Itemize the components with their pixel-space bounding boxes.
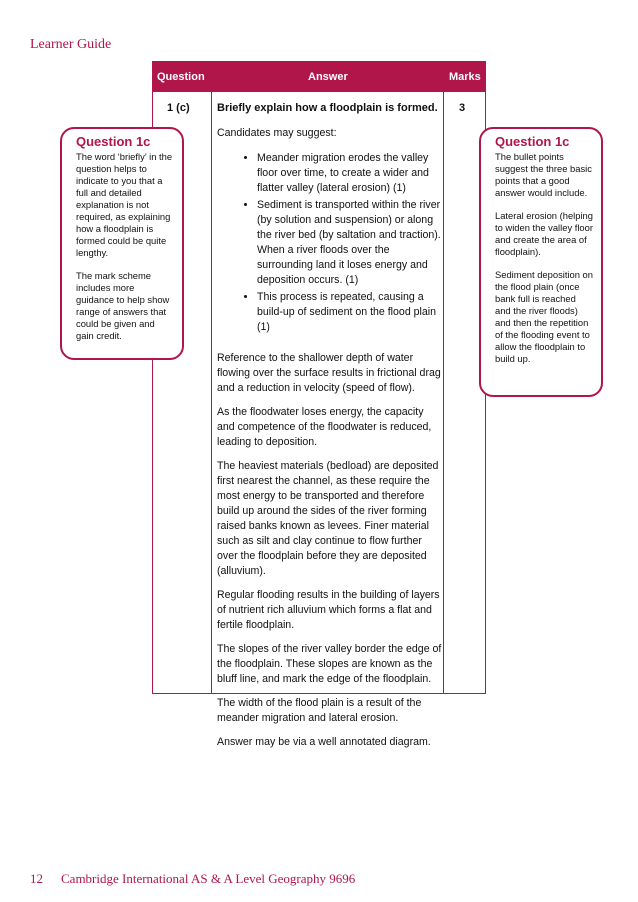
callout-paragraph: The word ‘briefly’ in the question helps to indicate to you that a full and detailed explanation is not required, as explaining how a floodplain is formed could be quite lengthy. xyxy=(76,151,173,258)
answer-paragraph: Reference to the shallower depth of water flowing over the surface results in frictional drag and a reduction in velocity (speed of flow). xyxy=(217,352,441,394)
answer-cell xyxy=(217,126,443,759)
page-number: 12 xyxy=(30,871,43,886)
callout-title: Question 1c xyxy=(76,134,151,149)
table-header xyxy=(153,62,485,92)
header-marks: Marks xyxy=(449,71,481,83)
column-divider xyxy=(211,62,212,693)
answer-bullet: • Sediment is transported within the river (by solution and suspension) or along the river bed (by saltation and traction). When a river floods over the surrounding land it loses energy and deposition occurs. (1) xyxy=(257,198,443,288)
header-answer: Answer xyxy=(308,71,348,83)
answer-paragraph: Answer may be via a well annotated diagram. xyxy=(217,736,431,748)
mark-scheme-table xyxy=(152,61,486,748)
answer-bullet: • Meander migration erodes the valley floor over time, to create a wider and flatter valley (lateral erosion) (1) xyxy=(257,151,443,196)
answer-paragraph: Regular flooding results in the building of layers of nutrient rich alluvium which forms a flat and fertile floodplain. xyxy=(217,589,440,631)
callout-right xyxy=(479,127,603,397)
answer-paragraph: The width of the flood plain is a result of the meander migration and lateral erosion. xyxy=(217,697,422,724)
answer-bullets xyxy=(217,151,443,335)
callout-title: Question 1c xyxy=(495,134,570,149)
question-text: Briefly explain how a floodplain is formed. xyxy=(217,102,438,114)
answer-paragraph: The heaviest materials (bedload) are deposited first nearest the channel, as these require the most energy to be transported and therefore build up around the sides of the river forming raised banks known as levees. Finer material such as silt and clay continue to flow further over the floodplain before they are deposited (alluvium). xyxy=(217,460,439,577)
column-divider xyxy=(443,62,444,693)
callout-paragraph: Lateral erosion (helping to widen the valley floor and create the area of floodplain). xyxy=(495,210,593,257)
answer-paragraph: As the floodwater loses energy, the capacity and competence of the floodwater is reduced, leading to deposition. xyxy=(217,406,432,448)
header-question: Question xyxy=(157,71,205,83)
answer-paragraph: The slopes of the river valley border the edge of the floodplain. These slopes are known as the bluff line, and mark the edge of the floodplain. xyxy=(217,643,442,685)
question-marks: 3 xyxy=(459,102,466,114)
footer-title: Cambridge International AS & A Level Geography 9696 xyxy=(61,871,356,886)
callout-paragraph: The mark scheme includes more guidance to help show range of answers that could be given and gain credit. xyxy=(76,270,170,341)
callout-paragraph: Sediment deposition on the flood plain (once bank full is reached and the river floods) and then the repetition of the flooding event to allow the floodplain to build up. xyxy=(495,269,593,364)
page-footer xyxy=(30,871,373,887)
answer-bullet: • This process is repeated, causing a build-up of sediment on the flood plain (1) xyxy=(257,290,443,335)
callout-left xyxy=(60,127,184,360)
guide-title: Learner Guide xyxy=(30,37,112,52)
callout-paragraph: The bullet points suggest the three basic points that a good answer would include. xyxy=(495,151,592,198)
question-number: 1 (c) xyxy=(167,102,190,114)
answer-intro: Candidates may suggest: xyxy=(217,127,337,139)
